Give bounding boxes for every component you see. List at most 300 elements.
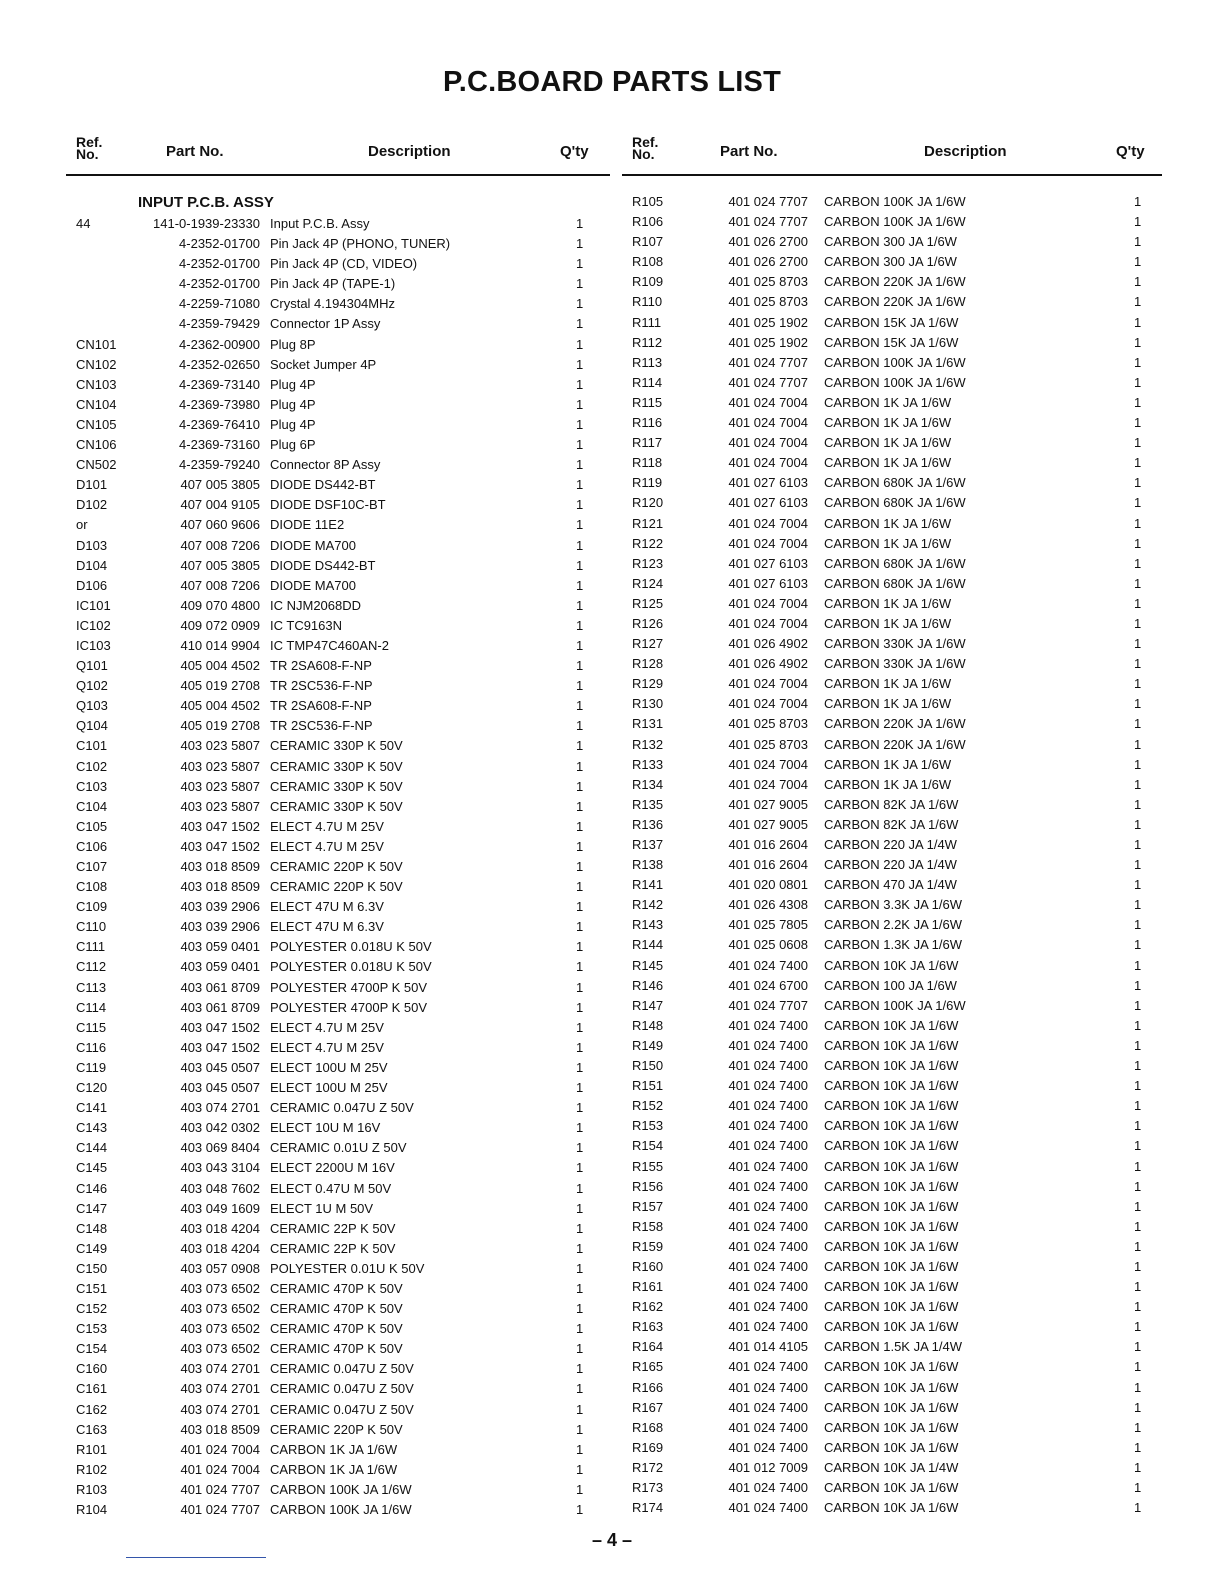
part-no: 401 024 7400 [728,1439,808,1455]
ref-no: R169 [632,1439,664,1455]
table-row [622,212,1162,232]
description: POLYESTER 4700P K 50V [270,999,428,1015]
ref-no: C106 [76,838,108,854]
ref-no: R158 [632,1218,664,1234]
part-no: 401 024 7400 [728,1098,808,1114]
description: Plug 8P [270,336,316,352]
description: CARBON 1K JA 1/6W [824,535,952,551]
quantity: 1 [1134,1419,1142,1435]
description: CARBON 680K JA 1/6W [824,555,966,571]
quantity: 1 [1134,294,1142,310]
part-no: 401 025 0608 [728,937,808,953]
quantity: 1 [1134,1198,1142,1214]
part-no: 401 026 4308 [728,897,808,913]
part-no: 403 073 6502 [180,1341,260,1357]
quantity: 1 [576,1502,584,1517]
table-row [622,795,1162,815]
part-no: 401 024 7400 [728,1238,808,1254]
quantity: 1 [576,316,584,332]
ref-no: R119 [632,475,663,491]
ref-no: R155 [632,1158,664,1174]
table-row [66,1179,610,1199]
part-no: 407 005 3805 [180,557,260,573]
description: CARBON 10K JA 1/6W [824,1218,959,1234]
description: ELECT 47U M 6.3V [270,919,384,935]
table-row [622,976,1162,996]
column-header [66,134,610,174]
quantity: 1 [576,497,584,513]
quantity: 1 [1134,636,1142,652]
ref-no: R154 [632,1138,664,1154]
part-no: 403 042 0302 [180,1120,260,1136]
part-no: 403 073 6502 [180,1301,260,1317]
part-no: 403 069 8404 [180,1140,260,1156]
part-no: 4-2359-79240 [179,457,260,473]
table-row [622,192,1162,212]
quantity: 1 [1134,756,1142,772]
table-row [66,1400,610,1420]
header-part-no: Part No. [720,143,778,160]
quantity: 1 [1134,877,1142,893]
description: TR 2SC536-F-NP [270,718,373,734]
description: CERAMIC 220P K 50V [270,859,403,874]
ref-no: R130 [632,696,664,712]
quantity: 1 [1134,716,1142,732]
quantity: 1 [576,1401,584,1417]
ref-no: R153 [632,1118,664,1134]
ref-no: C103 [76,778,108,794]
ref-no: R151 [632,1078,664,1094]
table-row [622,654,1162,674]
description: CARBON 100K JA 1/6W [824,997,966,1013]
part-no: 403 059 0401 [180,959,260,975]
ref-no: C107 [76,859,108,874]
quantity: 1 [576,838,584,854]
ref-no: D106 [76,577,108,593]
table-row [622,393,1162,413]
quantity: 1 [576,577,584,593]
description: CARBON 100K JA 1/6W [824,194,966,209]
part-no: 401 025 8703 [728,736,808,752]
table-row [622,1398,1162,1418]
quantity: 1 [1134,615,1142,631]
description: CARBON 1K JA 1/6W [824,435,952,451]
ref-no: R164 [632,1339,664,1355]
table-row [66,696,610,716]
description: CARBON 1K JA 1/6W [824,615,952,631]
ref-no: C116 [76,1039,107,1055]
quantity: 1 [1134,254,1142,270]
table-row [622,1136,1162,1156]
quantity: 1 [576,597,584,613]
ref-no: C119 [76,1059,107,1075]
description: CARBON 3.3K JA 1/6W [824,897,962,913]
description: ELECT 4.7U M 25V [270,1039,384,1055]
ref-no: Q104 [76,718,108,734]
table-row [66,797,610,817]
part-no: 403 047 1502 [180,818,260,834]
part-no: 403 018 8509 [180,1421,260,1437]
quantity: 1 [576,859,584,874]
part-no: 401 024 7400 [728,1359,808,1375]
description: CARBON 100 JA 1/6W [824,977,957,993]
quantity: 1 [576,1019,584,1035]
part-no: 405 019 2708 [180,678,260,694]
part-no: 401 024 7400 [728,1118,808,1134]
table-row [66,294,610,314]
table-row [66,998,610,1018]
part-no: 403 074 2701 [180,1381,260,1397]
ref-no: R111 [632,314,662,330]
ref-no: R133 [632,756,664,772]
ref-no: D104 [76,557,108,573]
ref-no: R106 [632,214,664,230]
part-no: 407 008 7206 [180,537,260,553]
table-row [622,333,1162,353]
part-no: 4-2352-01700 [179,236,260,252]
ref-no: R128 [632,656,664,672]
quantity: 1 [1134,917,1142,933]
quantity: 1 [576,1100,584,1116]
part-no: 403 074 2701 [180,1100,260,1116]
table-row [622,252,1162,272]
part-no: 401 024 7400 [728,1037,808,1053]
description: CARBON 82K JA 1/6W [824,796,959,812]
table-row [622,453,1162,473]
table-row [66,455,610,475]
part-no: 401 025 1902 [728,334,808,350]
table-row [622,493,1162,513]
part-no: 403 057 0908 [180,1260,260,1276]
quantity: 1 [576,1381,584,1397]
part-no: 401 026 4902 [728,636,808,652]
description: CARBON 100K JA 1/6W [824,354,966,370]
quantity: 1 [576,1260,584,1276]
table-row [66,1098,610,1118]
part-no: 401 024 7004 [728,415,808,431]
description: DIODE DS442-BT [270,477,376,493]
ref-no: R150 [632,1058,664,1074]
part-no: 401 024 7004 [728,515,808,531]
quantity: 1 [576,1200,584,1216]
ref-no: R127 [632,636,664,652]
ref-no: R122 [632,535,664,551]
part-no: 403 018 8509 [180,879,260,895]
part-no: 401 027 6103 [728,555,808,571]
part-no: 401 014 4105 [728,1339,808,1355]
quantity: 1 [1134,1279,1142,1295]
quantity: 1 [1134,475,1142,491]
ref-no: C162 [76,1401,108,1417]
part-no: 403 047 1502 [180,1039,260,1055]
quantity: 1 [1134,1098,1142,1114]
part-no: 401 016 2604 [728,857,808,873]
ref-no: R121 [632,515,664,531]
table-row [622,674,1162,694]
quantity: 1 [576,1080,584,1096]
part-no: 401 027 6103 [728,495,808,511]
quantity: 1 [576,999,584,1015]
quantity: 1 [576,758,584,774]
table-row [66,355,610,375]
description: Crystal 4.194304MHz [270,296,395,312]
table-row [622,1438,1162,1458]
table-row [66,1199,610,1219]
table-row [622,835,1162,855]
ref-no: R112 [632,334,663,350]
description: CARBON 10K JA 1/6W [824,1258,959,1274]
table-row [622,735,1162,755]
header-qty: Q'ty [1116,143,1145,160]
description: CARBON 10K JA 1/6W [824,1198,959,1214]
table-row [66,1078,610,1098]
ref-no: R102 [76,1461,108,1477]
description: CARBON 10K JA 1/6W [824,1419,959,1435]
description: CARBON 470 JA 1/4W [824,877,957,893]
part-no: 401 026 2700 [728,254,808,270]
table-row [622,1237,1162,1257]
table-row [66,937,610,957]
part-no: 401 012 7009 [728,1459,808,1475]
part-no: 401 024 7707 [180,1502,260,1517]
ref-no: C151 [76,1280,108,1296]
table-row [66,917,610,937]
table-row [66,1158,610,1178]
table-row [66,616,610,636]
description: POLYESTER 4700P K 50V [270,979,428,995]
quantity: 1 [576,818,584,834]
ref-no: or [76,517,88,533]
description: CARBON 1K JA 1/6W [270,1441,398,1457]
ref-no: D101 [76,477,108,493]
table-row [66,1018,610,1038]
table-row [66,536,610,556]
ref-no: R124 [632,575,664,591]
quantity: 1 [576,276,584,292]
part-no: 4-2362-00900 [179,336,260,352]
ref-no: C112 [76,959,107,975]
description: CARBON 100K JA 1/6W [270,1481,412,1497]
quantity: 1 [576,1421,584,1437]
table-row [66,214,610,234]
part-no: 401 024 7400 [728,1299,808,1315]
part-no: 403 061 8709 [180,999,260,1015]
part-no: 401 024 7004 [728,615,808,631]
quantity: 1 [1134,575,1142,591]
part-no: 4-2352-01700 [179,256,260,272]
part-no: 4-2259-71080 [179,296,260,312]
table-row [622,313,1162,333]
table-row [66,736,610,756]
quantity: 1 [576,1220,584,1236]
description: TR 2SA608-F-NP [270,698,372,714]
table-row [622,272,1162,292]
table-row [622,1357,1162,1377]
table-row [622,1016,1162,1036]
ref-no: R131 [632,716,664,732]
description: Input P.C.B. Assy [270,216,370,231]
ref-no: R143 [632,917,664,933]
quantity: 1 [576,457,584,473]
description: CARBON 82K JA 1/6W [824,816,959,832]
ref-no: R132 [632,736,664,752]
description: CARBON 100K JA 1/6W [824,214,966,230]
quantity: 1 [1134,194,1142,209]
quantity: 1 [576,1280,584,1296]
description: ELECT 100U M 25V [270,1059,388,1075]
header-qty: Q'ty [560,143,589,160]
quantity: 1 [576,678,584,694]
quantity: 1 [1134,796,1142,812]
ref-no: Q103 [76,698,108,714]
part-no: 401 024 7400 [728,957,808,973]
part-no: 403 039 2906 [180,899,260,915]
ref-no: Q101 [76,658,108,674]
table-row [66,435,610,455]
quantity: 1 [576,296,584,312]
table-row [66,576,610,596]
parts-table-left [66,214,610,1520]
description: CERAMIC 220P K 50V [270,879,403,895]
part-no: 403 043 3104 [180,1160,260,1176]
table-row [66,415,610,435]
part-no: 403 018 8509 [180,859,260,874]
quantity: 1 [576,1301,584,1317]
table-row [66,1339,610,1359]
description: CARBON 10K JA 1/6W [824,1500,959,1516]
description: CARBON 220K JA 1/6W [824,716,966,732]
quantity: 1 [576,1361,584,1377]
ref-no: C114 [76,999,107,1015]
ref-no: R145 [632,957,664,973]
part-no: 401 024 7004 [728,676,808,692]
part-no: 403 073 6502 [180,1321,260,1337]
ref-no: R117 [632,435,663,451]
quantity: 1 [576,356,584,372]
header-ref: Ref. No. [76,134,103,162]
description: CERAMIC 0.01U Z 50V [270,1140,407,1156]
table-row [622,1277,1162,1297]
description: CARBON 1K JA 1/6W [824,696,952,712]
quantity: 1 [576,939,584,955]
quantity: 1 [1134,776,1142,792]
quantity: 1 [576,1461,584,1477]
table-row [66,877,610,897]
table-row [66,897,610,917]
quantity: 1 [1134,1500,1142,1516]
quantity: 1 [576,477,584,493]
part-no: 401 024 7004 [728,756,808,772]
description: DIODE MA700 [270,577,356,593]
quantity: 1 [1134,435,1142,451]
table-row [66,475,610,495]
table-row [622,1418,1162,1438]
ref-no: R174 [632,1500,664,1516]
part-no: 4-2359-79429 [179,316,260,332]
quantity: 1 [1134,1037,1142,1053]
description: CARBON 10K JA 1/6W [824,1078,959,1094]
quantity: 1 [1134,1017,1142,1033]
quantity: 1 [1134,937,1142,953]
ref-no: R108 [632,254,664,270]
description: CERAMIC 470P K 50V [270,1321,403,1337]
table-row [622,1337,1162,1357]
description: CERAMIC 330P K 50V [270,738,403,754]
part-no: 401 024 7004 [728,776,808,792]
ref-no: R105 [632,194,664,209]
description: CARBON 10K JA 1/6W [824,1058,959,1074]
table-row [622,534,1162,554]
description: CARBON 100K JA 1/6W [270,1502,412,1517]
description: CARBON 300 JA 1/6W [824,234,957,250]
part-no: 401 016 2604 [728,837,808,852]
table-row [66,978,610,998]
ref-no: R168 [632,1419,664,1435]
description: CERAMIC 0.047U Z 50V [270,1401,414,1417]
table-row [622,1197,1162,1217]
quantity: 1 [1134,1058,1142,1074]
part-no: 401 026 4902 [728,656,808,672]
quantity: 1 [1134,997,1142,1013]
description: CARBON 220 JA 1/4W [824,837,957,852]
ref-no: C152 [76,1301,108,1317]
table-row [66,596,610,616]
description: CERAMIC 470P K 50V [270,1280,403,1296]
description: Connector 8P Assy [270,457,381,473]
description: CARBON 10K JA 1/6W [824,1098,959,1114]
description: Plug 4P [270,396,316,412]
table-row [622,996,1162,1016]
table-row [622,514,1162,534]
table-row [622,775,1162,795]
quantity: 1 [576,1481,584,1497]
table-row [66,656,610,676]
part-no: 401 025 8703 [728,716,808,732]
ref-no: R129 [632,676,664,692]
part-no: 401 024 7400 [728,1017,808,1033]
ref-no: C101 [76,738,108,754]
quantity: 1 [576,617,584,633]
description: POLYESTER 0.01U K 50V [270,1260,425,1276]
description: CERAMIC 220P K 50V [270,1421,403,1437]
description: CARBON 15K JA 1/6W [824,314,959,330]
quantity: 1 [576,637,584,653]
description: Plug 4P [270,376,316,392]
description: CARBON 1K JA 1/6W [824,756,952,772]
quantity: 1 [576,879,584,895]
description: CERAMIC 22P K 50V [270,1220,396,1236]
description: CARBON 10K JA 1/6W [824,957,959,973]
description: CARBON 15K JA 1/6W [824,334,959,350]
quantity: 1 [1134,1138,1142,1154]
table-row [66,556,610,576]
header-rule [66,174,610,176]
description: CARBON 1K JA 1/6W [270,1461,398,1477]
part-no: 401 024 7400 [728,1419,808,1435]
table-row [66,234,610,254]
part-no: 403 023 5807 [180,778,260,794]
table-row [622,433,1162,453]
quantity: 1 [1134,1399,1142,1415]
column-header [622,134,1162,174]
description: CERAMIC 470P K 50V [270,1341,403,1357]
ref-no: C113 [76,979,107,995]
description: CERAMIC 22P K 50V [270,1240,396,1256]
part-no: 401 024 7400 [728,1078,808,1094]
table-row [66,857,610,877]
ref-no: C104 [76,798,108,814]
ref-no: C161 [76,1381,108,1397]
